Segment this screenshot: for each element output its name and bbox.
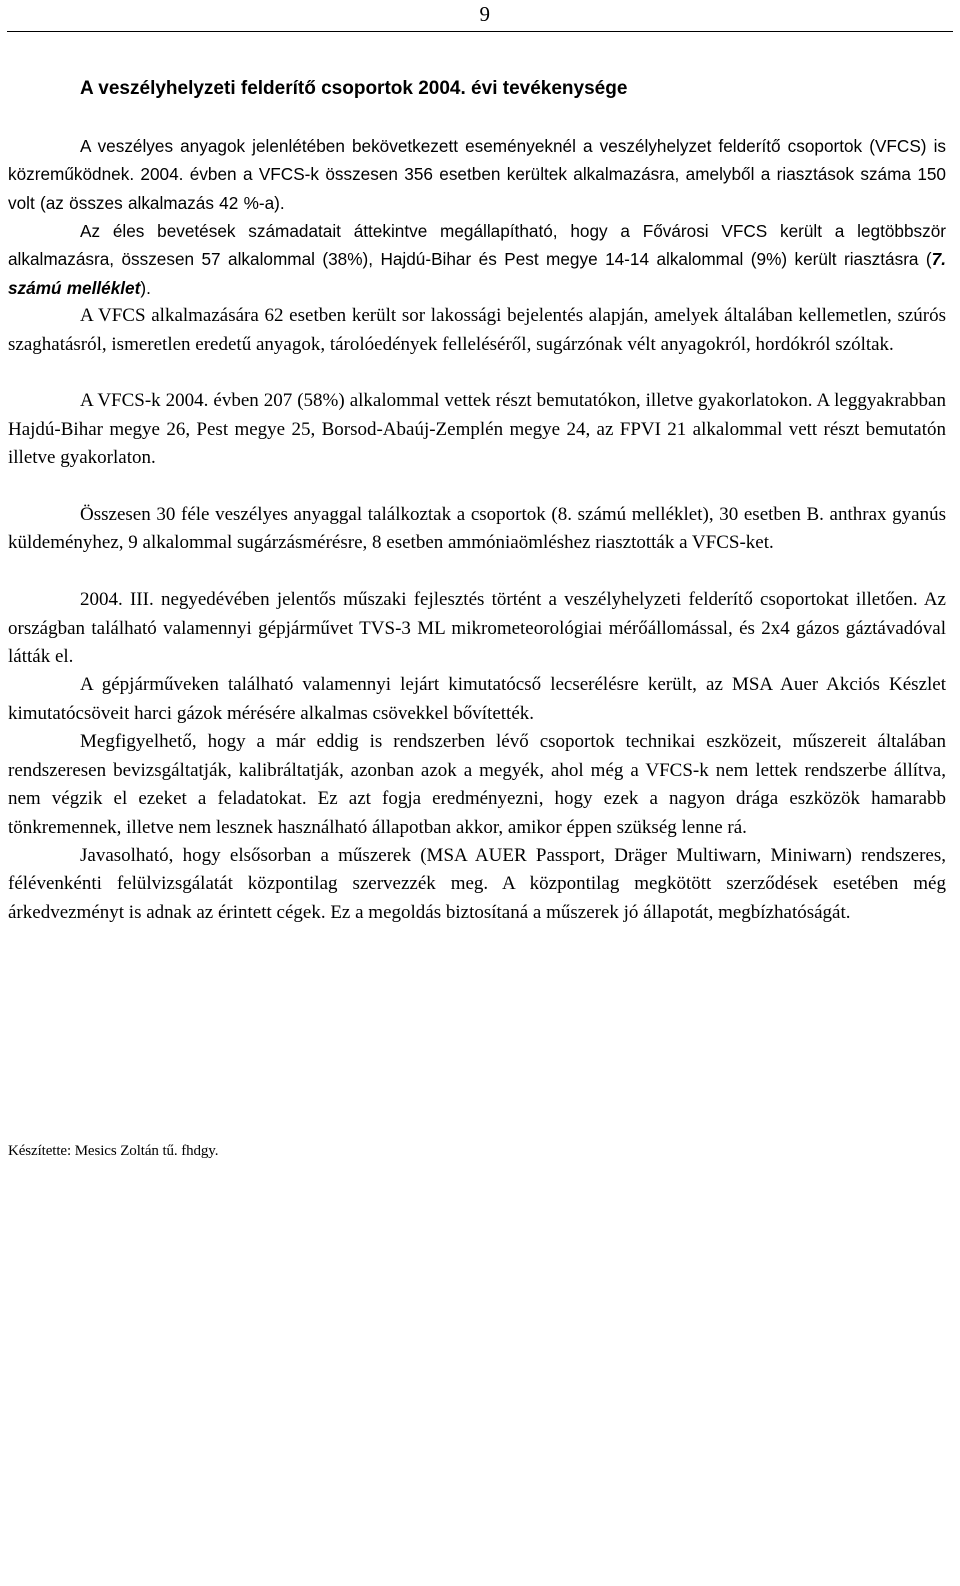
annex-reference-7: 7. számú melléklet [8,249,946,298]
author-signature: Készítette: Mesics Zoltán tű. fhdgy. [8,1143,219,1159]
paragraph-exercises: A VFCS-k 2004. évben 207 (58%) alkalommal vettek részt bemutatókon, illetve gyakorlatokon. A leggyakrabban Hajdú-Bihar megye 26, Pest megye 25, Borsod-Abaúj-Zemplén megye 24, az FPVI 21 alkalommal vett részt bemutatón illetve gyakorlaton. [8,390,946,469]
paragraph-recommendation: Javasolható, hogy elsősorban a műszerek (MSA AUER Passport, Dräger Multiwarn, Miniwarn) rendszeres, félévenkénti felülvizsgálatát központilag szervezzék meg. A központilag megkötött szerződések esetében még árkedvezményt is adnak az érintett cégek. Ez a megoldás biztosítaná a műszerek jó állapotát, megbízhatóságát. [8,844,946,923]
header-rule [7,31,953,32]
document-body [8,75,946,927]
document-title: A veszélyhelyzeti felderítő csoportok 2004. évi tevékenysége [80,78,628,99]
paragraph-live-operations-text: Az éles bevetések számadatait áttekintve megállapítható, hogy a Fővárosi VFCS került a legtöbbször alkalmazásra, összesen 57 alkalommal (38%), Hajdú-Bihar és Pest megye 14-14 alkalommal (9%) került riasztásra ( [8,221,946,270]
paragraph-live-operations-end: ). [140,277,151,298]
paragraph-public-reports: A VFCS alkalmazására 62 esetben került sor lakossági bejelentés alapján, amelyek általában kellemetlen, szúrós szaghatásról, ismeretlen eredetű anyagok, tárolóedények felleléséről, sugárzónak vélt anyagokról, hordókról szóltak. [8,305,946,355]
paragraph-hazardous-materials: Összesen 30 féle veszélyes anyaggal találkoztak a csoportok (8. számú melléklet), 30 esetben B. anthrax gyanús küldeményhez, 9 alkalommal sugárzásmérésre, 8 esetben ammóniaömléshez riasztották a VFCS-ket. [8,504,946,554]
paragraph-deployments: A veszélyes anyagok jelenlétében bekövetkezett eseményeknél a veszélyhelyzet felderítő csoportok (VFCS) is közreműködnek. 2004. évben a VFCS-k összesen 356 esetben kerültek alkalmazásra, amelyből a riasztások száma 150 volt (az összes alkalmazás 42 %-a). [8,135,946,213]
paragraph-technical-development: 2004. III. negyedévében jelentős műszaki fejlesztés történt a veszélyhelyzeti felderítő csoportokat illetően. Az országban található valamennyi gépjárművet TVS-3 ML mikrometeorológiai mérőállomással, és 2x4 gázos gáztávadóval látták el. [8,589,946,668]
page-number: 9 [479,2,490,26]
paragraph-live-operations [8,217,946,302]
paragraph-calibration: Megfigyelhető, hogy a már eddig is rendszerben lévő csoportok technikai eszközeit, műszereit általában rendszeresen bevizsgáltatják, kalibráltatják, azonban azok a megyék, ahol még a VFCS-k nem lettek rendszerbe állítva, nem végzik el ezeket a feladatokat. Ez azt fogja eredményezni, hogy ezek a nagyon drága eszközök hamarabb tönkremennek, illetve nem lesznek használható állapotban akkor, amikor éppen szükség lenne rá. [8,731,946,838]
paragraph-detector-tubes: A gépjárműveken található valamennyi lejárt kimutatócső lecserélésre került, az MSA Auer Akciós Készlet kimutatócsöveit harci gázok mérésére alkalmas csövekkel bővítették. [8,674,946,724]
